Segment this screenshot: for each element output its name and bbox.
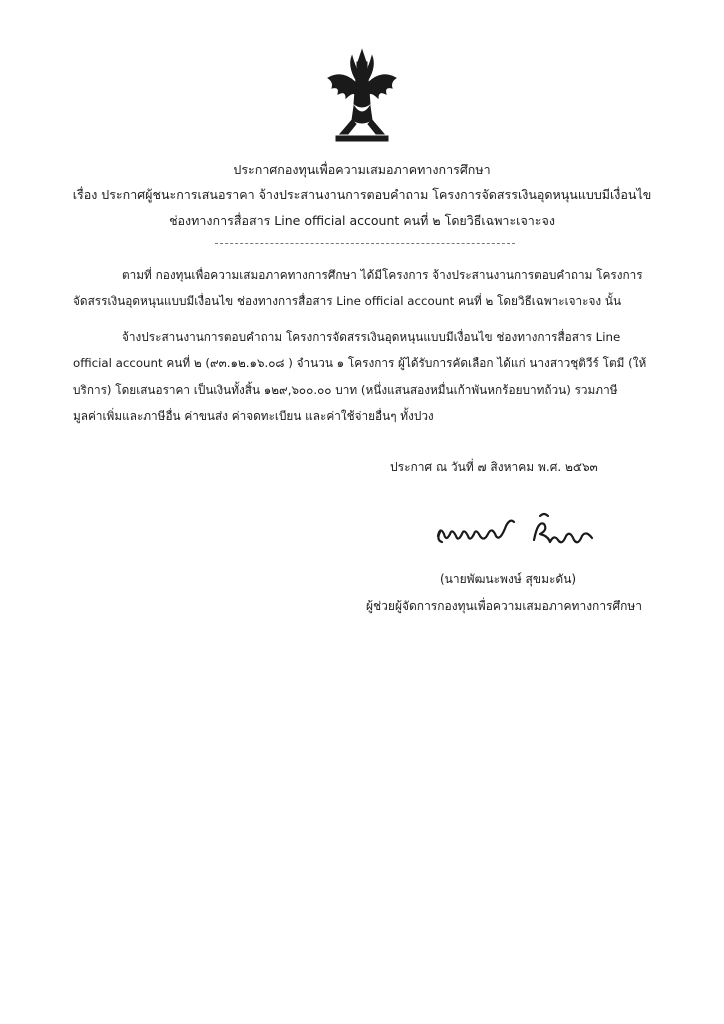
paragraph-1-line-2: จัดสรรเงินอุดหนุนแบบมีเงื่อนไข ช่องทางการสื่อสาร Line official account คนที่ ๒ โดยวิธีเฉพาะเจาะจง นั้น: [73, 294, 622, 308]
garuda-emblem-icon: [322, 48, 402, 144]
paragraph-2-line-1: จ้างประสานงานการตอบคำถาม โครงการจัดสรรเงินอุดหนุนแบบมีเงื่อนไข ช่องทางการสื่อสาร Line: [122, 330, 621, 344]
heading-divider: [215, 243, 515, 244]
subject-line-2: ช่องทางการสื่อสาร Line official account คนที่ ๒ โดยวิธีเฉพาะเจาะจง: [169, 213, 555, 228]
handwritten-signature: [430, 506, 600, 556]
paragraph-1-line-1: ตามที่ กองทุนเพื่อความเสมอภาคทางการศึกษา ได้มีโครงการ จ้างประสานงานการตอบคำถาม โครงการ: [122, 268, 643, 282]
issuer-heading: ประกาศกองทุนเพื่อความเสมอภาคทางการศึกษา: [233, 162, 491, 177]
paragraph-2-line-2: official account คนที่ ๒ (๙๓.๑๒.๑๖.๐๘ ) จำนวน ๑ โครงการ ผู้ได้รับการคัดเลือก ได้แก่ นางสาวชุติวีร์ โตมี (ให้: [73, 356, 647, 370]
announcement-date: ประกาศ ณ วันที่ ๗ สิงหาคม พ.ศ. ๒๕๖๓: [390, 460, 598, 474]
signer-position: ผู้ช่วยผู้จัดการกองทุนเพื่อความเสมอภาคทางการศึกษา: [366, 599, 643, 613]
subject-line-1: เรื่อง ประกาศผู้ชนะการเสนอราคา จ้างประสานงานการตอบคำถาม โครงการจัดสรรเงินอุดหนุนแบบมีเงื่อนไข: [72, 187, 652, 202]
signer-name: (นายพัฒนะพงษ์ สุขมะดัน): [440, 572, 577, 586]
paragraph-2-line-3: บริการ) โดยเสนอราคา เป็นเงินทั้งสิ้น ๑๒๙,๖๐๐.๐๐ บาท (หนึ่งแสนสองหมื่นเก้าพันหกร้อยบาทถ้วน) รวมภาษี: [73, 383, 618, 397]
paragraph-2-line-4: มูลค่าเพิ่มและภาษีอื่น ค่าขนส่ง ค่าจดทะเบียน และค่าใช้จ่ายอื่นๆ ทั้งปวง: [73, 409, 434, 423]
